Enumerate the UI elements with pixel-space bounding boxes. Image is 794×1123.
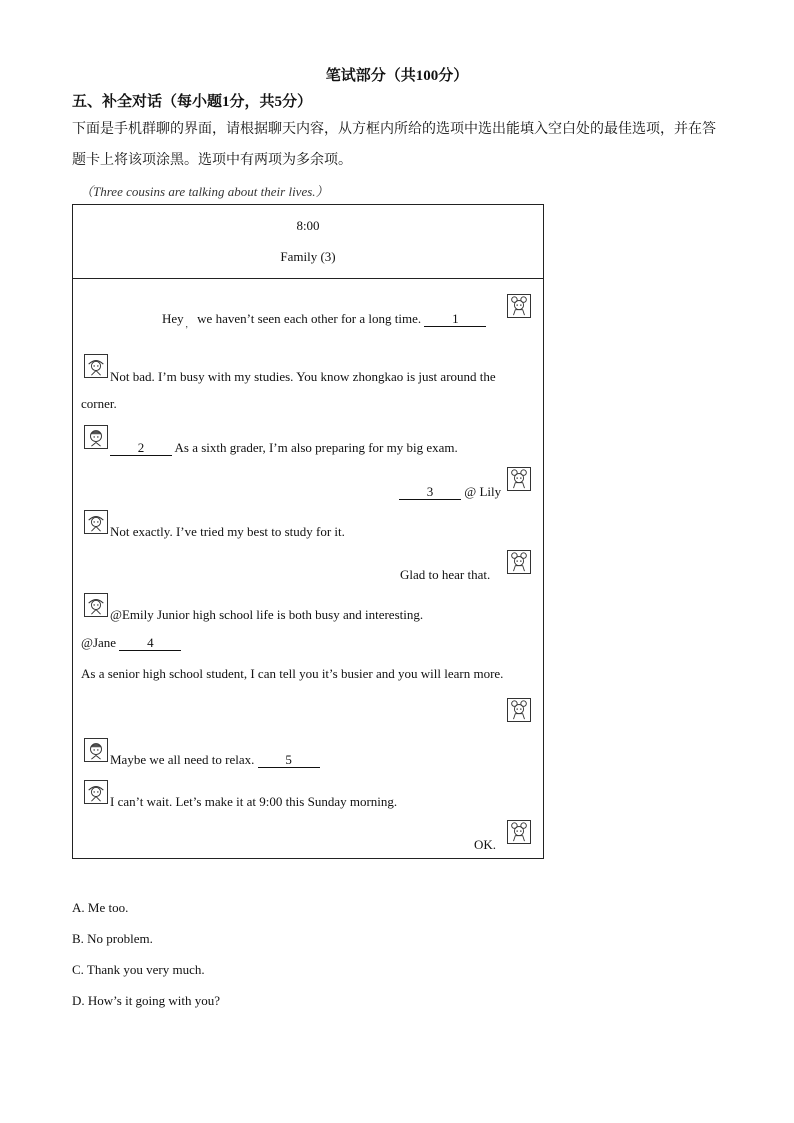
chat-message-8 bbox=[81, 635, 181, 651]
option-a: A. Me too. bbox=[72, 900, 129, 915]
option-c: C. Thank you very much. bbox=[72, 962, 205, 977]
girl-twin-buns-avatar-icon bbox=[507, 467, 531, 491]
girl-curly-avatar-icon bbox=[84, 593, 108, 617]
chat-message-8-cont: As a senior high school student, I can tell you it’s busier and you will learn more. bbox=[81, 666, 504, 681]
option-d: D. How’s it going with you? bbox=[72, 993, 221, 1008]
chat-window bbox=[72, 204, 544, 859]
girl-twin-buns-avatar-icon bbox=[507, 294, 531, 318]
chat-message-10: I can’t wait. Let’s make it at 9:00 this Sunday morning. bbox=[110, 794, 398, 809]
option-b: B. No problem. bbox=[72, 931, 153, 946]
chat-message-9 bbox=[110, 752, 320, 768]
girl-twin-buns-avatar-icon bbox=[507, 698, 531, 722]
chat-message-4 bbox=[399, 484, 501, 500]
chat-time: 8:00 bbox=[296, 218, 320, 233]
message-text: @ Lily bbox=[461, 484, 502, 499]
girl-curly-avatar-icon bbox=[84, 510, 108, 534]
girl-bangs-avatar-icon bbox=[84, 425, 108, 449]
chat-message-5: Not exactly. I’ve tried my best to study for it. bbox=[110, 524, 345, 539]
message-text: As a sixth grader, I’m also preparing for my big exam. bbox=[172, 440, 458, 455]
scenario-note: （Three cousins are talking about their lives.） bbox=[80, 184, 329, 199]
chat-message-2-cont: corner. bbox=[81, 396, 117, 411]
chat-header bbox=[73, 205, 543, 279]
answer-blank-5: 5 bbox=[258, 753, 320, 768]
chat-group-name: Family (3) bbox=[280, 249, 336, 264]
message-text: Maybe we all need to relax. bbox=[110, 752, 258, 767]
girl-curly-avatar-icon bbox=[84, 780, 108, 804]
message-text: Hey bbox=[162, 311, 184, 326]
chat-message-11: OK. bbox=[474, 837, 497, 852]
instruction-line-1: 下面是手机群聊的界面，请根据聊天内容，从方框内所给的选项中选出能填入空白处的最佳选项，并在答 bbox=[72, 122, 716, 137]
answer-blank-3: 3 bbox=[399, 485, 461, 500]
answer-blank-2: 2 bbox=[110, 441, 172, 456]
chat-message-1 bbox=[162, 311, 486, 329]
girl-bangs-avatar-icon bbox=[84, 738, 108, 762]
answer-blank-1: 1 bbox=[424, 312, 486, 327]
page-title: 笔试部分（共100分） bbox=[325, 68, 469, 84]
girl-curly-avatar-icon bbox=[84, 354, 108, 378]
answer-blank-4: 4 bbox=[119, 636, 181, 651]
message-comma: , bbox=[185, 318, 188, 329]
chat-message-6: Glad to hear that. bbox=[400, 567, 491, 582]
chat-message-7: @Emily Junior high school life is both busy and interesting. bbox=[110, 607, 424, 622]
message-text: we haven’t seen each other for a long time. bbox=[193, 311, 425, 326]
message-text: @Jane bbox=[81, 635, 120, 650]
chat-message-2: Not bad. I’m busy with my studies. You know zhongkao is just around the bbox=[110, 369, 496, 384]
section-heading: 五、补全对话（每小题1分，共5分） bbox=[72, 94, 313, 110]
instruction-line-2: 题卡上将该项涂黑。选项中有两项为多余项。 bbox=[72, 153, 352, 168]
girl-twin-buns-avatar-icon bbox=[507, 820, 531, 844]
girl-twin-buns-avatar-icon bbox=[507, 550, 531, 574]
chat-message-3 bbox=[110, 440, 458, 456]
